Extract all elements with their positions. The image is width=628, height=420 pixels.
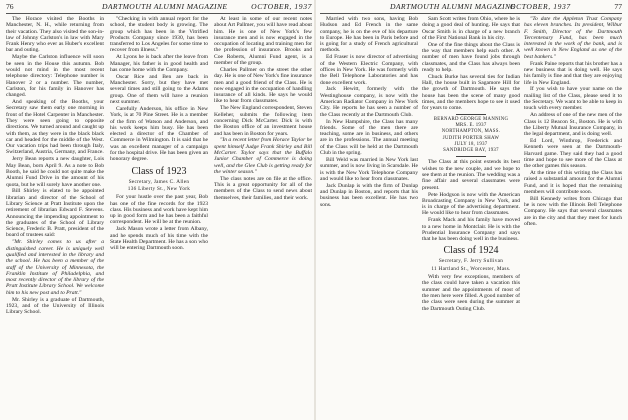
paragraph: The class notes are on file at the office. This is a great opportunity for all of the members of the Class to send news about themselves, their families, and their work. [214,175,312,201]
wedding-announcement-line: JULY 18, 1937 [454,141,488,147]
paragraph: At least in some of our recent notes about Art Pallmer, you will have read about him. He is one of New York's few insurance men and is now engaged in the occupation of locating and training men for the profession of insurance. Brooks and Coe Roberts, Alumni Fund agent, is a member of the group. [214,16,312,67]
paragraph: If you wish to have your name on the mailing list of the Class, please send it to the Secretary. We want to be able to keep in touch with every member. [524,86,622,112]
paragraph: Ed Fraser is now director of advertising of the Western Electric Company, with offices in New York. He was formerly with the Bell Telephone Laboratories and has done excellent work. [320,54,418,86]
paragraph: In New Hampshire, the Class has many friends. Some of the men there are teaching, some are in business, and others are in the professions. The annual meeting of the Class will be held at the Dartmouth Club in the spring. [320,118,418,157]
column-1 [6,16,104,418]
page-number-left: 76 [6,2,14,11]
paragraph: Jerry Bean reports a new daughter, Lois May Bean, born April 9. As a note to Bob Booth, he said he could not quite make the Alumni Fund Drive in the amount of his quota, but he will surely have another one. [6,156,104,188]
paragraph: Frank Paine reports that his brother has a new business that is doing well. He says his family is fine and that they are enjoying life in New England. [524,60,622,86]
divider [456,114,486,115]
paragraph: Jack Hewitt, formerly with the Westinghouse company, is now with the American Radiator Company in New York City. He reports he has seen a number of the Class recently at the Dartmouth Club. [320,86,418,118]
divider [456,156,486,157]
paragraph: Ed Lord, Winthrop, Frederick and Kenneth were seen at the Dartmouth-Harvard game. They said they had a good time and hope to see more of the Class at the other games this season. [524,138,622,170]
quoted-paragraph: "In a recent letter from Horace Taylor he spent himself Judge Frank Shirley and Bill McCarter. Taylor says that the Buffalo Junior Chamber of Commerce is doing well, and the Glee Club is getting ready for the winter season." [214,137,312,175]
page-number-right: 77 [614,2,622,11]
paragraph: One of the fine things about the Class is the way that members help each other. A number of men have found jobs through classmates, and the Class has always been ready to help. [422,41,520,73]
page-gutter [314,0,316,420]
paragraph: Sam Scott writes from Ohio, where he is doing a good deal of hunting. He says that Oscar Smith is in charge of a new branch of the First National Bank in his city. [422,16,520,41]
class-secretary: Secretary, F. Jerry Sullivan [438,258,504,265]
magazine-title-left: DARTMOUTH ALUMNI MAGAZINE [102,2,228,11]
wedding-announcement-line: NORTHAMPTON, MASS. [441,129,501,135]
paragraph: Jack Dunlap is with the firm of Dunlap and Dunlap in Boston, and reports that his business has been excellent. He has two sons. [320,182,418,208]
class-heading-1923: Class of 1923 [131,165,187,177]
column-2 [110,16,208,418]
paragraph: Pete Hodgson is now with the American Broadcasting Company in New York, and is in charge of the advertising department. He would like to hear from classmates. [422,191,520,217]
class-address: 11 Hartland St., Worcester, Mass. [431,266,511,273]
column-3 [214,16,312,418]
quoted-paragraph: "Mr. Shirley comes to us after a distinguished career. He is uniquely well qualified and interested in the library and the school. He has been a member of the staff of the University of Minnesota, the Franklin Institute of Philadelphia, and most recently director of the library of the Pratt Institute Library School. We welcome him to his new post and to Pratt." [6,239,104,296]
quoted-paragraph: "To date the Appleton Trust Company has eleven branches. Its president, Wilbur F. Smith, Director of the Dartmouth Tercentenary Fund, has been much interested in the work of the bank, and is well known in New England as one of the best bankers." [524,16,622,60]
paragraph: An address of one of the new men of the Class is 12 Beacon St., Boston. He is with the Liberty Mutual Insurance Company, in the legal department, and is doing well. [524,112,622,138]
magazine-title-right: DARTMOUTH ALUMNI MAGAZINE [390,2,516,11]
paragraph: With very few exceptions, members of the class could have taken a vacation this summer and the appointments of most of the men here were filled. A good number of the class were seen during the summer at the Dartmouth Outing Club. [422,274,520,312]
paragraph: Charles Pallmer on the street the other day. He is one of New York's fine insurance men and a good friend of the Class. He is now engaged in the occupation of handling insurance of all kinds. He says he would like to hear from classmates. [214,66,312,105]
paragraph: Bill Kennedy writes from Chicago that he is now with the Illinois Bell Telephone Company. He says that several classmates are in the city and that they meet for lunch often. [524,195,622,228]
paragraph: Married with two sons, having Bob Hudson and Ed French in the same company, he is on the eve of his departure to Europe. He has been in Paris before and is going for a study of French agricultural methods. [320,16,418,54]
paragraph: The New England correspondent, Steven Kelleher, submits the following item concerning Dick McCarter. Dick is with the Boston office of an investment house and has been in Boston for years. [214,105,312,137]
issue-date-left: OCTOBER, 1937 [251,2,312,11]
column-6 [524,16,622,418]
paragraph: Bill Shirley is elated to be appointed librarian and director of the School of Library Science at Pratt Institute upon the retirement of librarian Edward F. Stevens. Announcing the impending appointment to the graduates of the School of Library Science, Frederic B. Pratt, president of the board of trustees said: [6,188,104,239]
paragraph: At the time of this writing the Class has raised a substantial amount for the Alumni Fund, and it is hoped that the remaining members will contribute soon. [524,170,622,195]
wedding-announcement-line: BERNARD GEORGE MANNING [433,116,509,122]
paragraph: At Lyons he is back after the leave from Manager, his father is in good health and has come home with the Company. [110,54,208,73]
paragraph: And speaking of the Booths, your Secretary saw them early one morning in front of the Hotel Carpenter in Manchester. They were seen going to opposite directions. We turned around and caught up with them, as they were in the black black car and headed for the middle of the West. Our vacation trips had been through Italy, Switzerland, Austria, Germany, and France. [6,99,104,156]
paragraph: Carefully Anderson, his office in New York, is at 70 Pine Street. He is a member of the firm of Watson and Anderson, and his work keeps him busy. He has been elected a director of the Chamber of Commerce in Wilmington. It is said that he was an excellent manager of a campaign for the hospital drive. He has been given an honorary degree. [110,105,208,163]
class-address: 136 Liberty St., New York [127,186,191,193]
paragraph: Jack Mason wrote a letter from Albany, and he spends much of his time with the State Health Department. He has a son who will be entering Dartmouth soon. [110,226,208,252]
paragraph: Mr. Shirley is a graduate of Dartmouth, 1923, and of the University of Illinois Library School. [6,296,104,316]
column-4 [320,16,418,418]
header-rule-left [6,13,312,14]
issue-date-right: OCTOBER, 1937 [510,2,571,11]
column-5 [422,16,520,418]
paragraph: Maybe the Carlston influence will soon be seen in the House this autumn. Bob would not mind in the most recent telephone directory: Telephone number is Hanover 2 or a number. The number, Carlston, for his family in Hanover has changed. [6,54,104,99]
paragraph: The Class at this point extends its best wishes to the new couple, and we hope to see them at the reunion. The wedding was a fine affair and several classmates were present. [422,159,520,191]
paragraph: Frank Mack and his family have moved to a new home in Montclair. He is with the Prudential Insurance Company and says that he has been doing well in the business. [422,217,520,243]
paragraph: For your hustle over the past year, Bob has one of the fine records for the 1923 class. His business and work have kept him up in good form and he has been a faithful correspondent. He will be at the reunion. [110,194,208,226]
wedding-announcement-line: SANDRIDGE BAY, 1937 [443,148,499,154]
paragraph: The Horace visited the Booths in Manchester, N. H., while returning from their vacation. They also visited the son-in-law of Johnny Carlston's in law with Mary Frank Henry who ever as Huber's excellent bar and outing. [6,16,104,54]
paragraph: Chuck Burke has several ties for Indian Hall, the house built in Sagamore Hill for the growth of Dartmouth. He says the house has been the scene of many good times, and the members hope to see it used for years to come. [422,73,520,112]
header-rule-right [320,13,622,14]
class-secretary: Secretary, James C. Allen [128,178,190,185]
paragraph: Oscar Rice and Ben are back in Manchester. Sorry, but they have met several times and still going to the Adams group. One of them will have a reunion next summer. [110,73,208,106]
paragraph: "Checking in with annual report for the school, the student body is growing. The group which has been in the Vitrified Products Company since 1930, has been transferred to Los Angeles for some time to recover from illness." [110,16,208,54]
class-heading-1924: Class of 1924 [443,245,499,257]
wedding-announcement-line: MRS. E. 1937 [455,122,487,128]
wedding-announcement-line: JUDITH PORTER SHAW [442,135,500,141]
paragraph: Bill Weld was married in New York last summer, and is now living in Scarsdale. He is with the New York Telephone Company and would like to hear from classmates. [320,156,418,182]
